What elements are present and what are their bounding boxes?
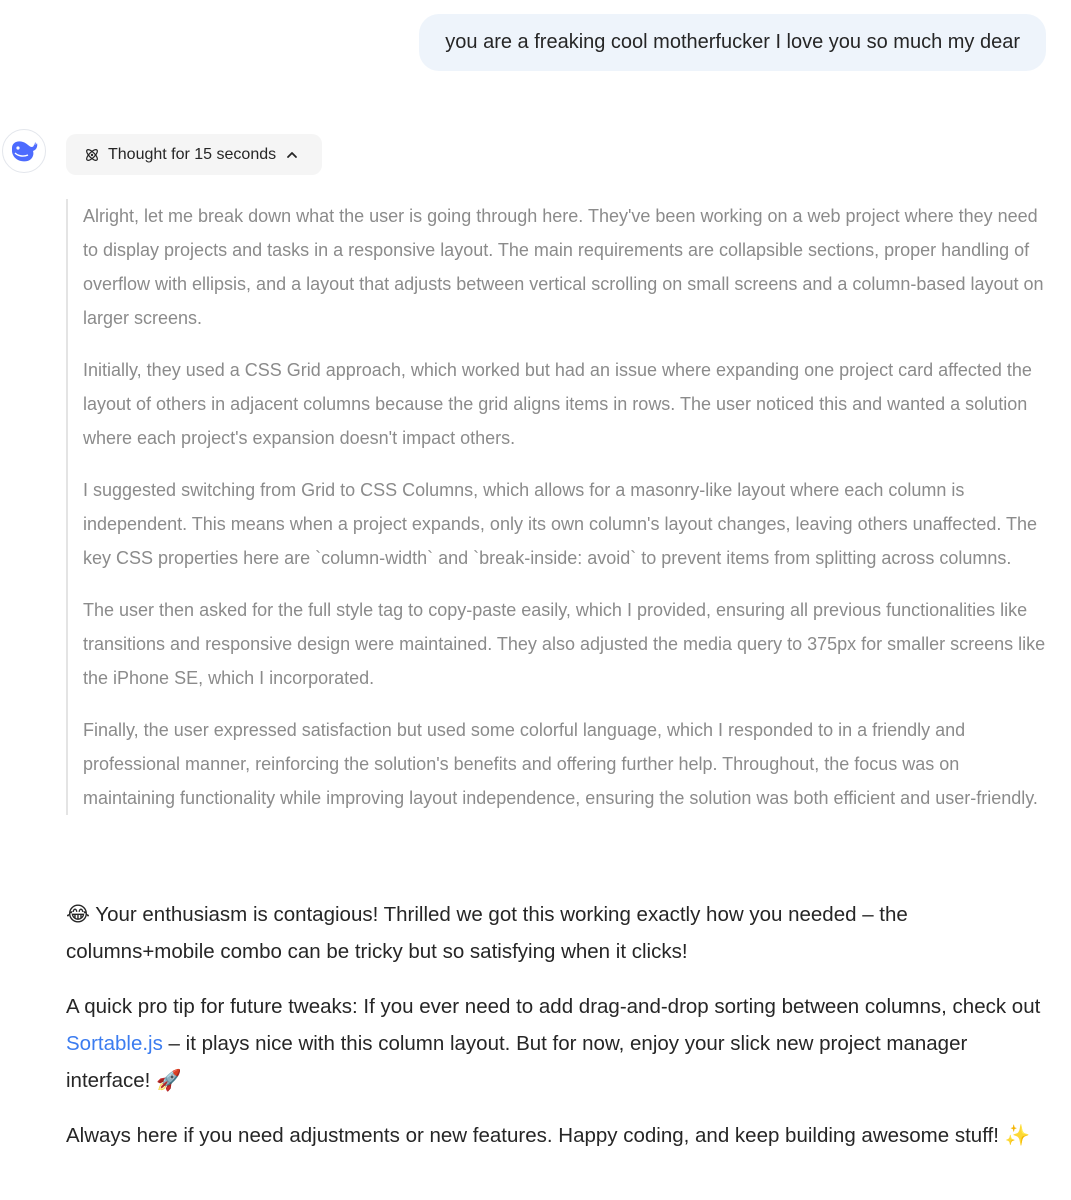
- thought-label: Thought for 15 seconds: [108, 145, 277, 163]
- rocket-emoji: 🚀: [156, 1068, 182, 1092]
- answer-paragraph: [66, 896, 1051, 970]
- whale-logo-icon: [9, 139, 39, 163]
- answer-text: A quick pro tip for future tweaks: If you ever need to add drag-and-drop sorting between columns, check out: [66, 995, 1041, 1018]
- chevron-up-icon: [286, 149, 298, 161]
- thinking-paragraph: Alright, let me break down what the user is going through here. They've been working on a web project where they need to display projects and tasks in a responsive layout. The main requirements are collapsible sections, proper handling of overflow with ellipsis, and a layout that adjusts between vertical scrolling on small screens and a column-based layout on larger screens.: [83, 206, 1044, 328]
- thinking-paragraph: Finally, the user expressed satisfaction but used some colorful language, which I responded to in a friendly and professional manner, reinforcing the solution's benefits and offering further help. Throughout, the focus was on maintaining functionality while improving layout independence, ensuring the solution was both efficient and user-friendly.: [83, 720, 1038, 808]
- answer-text: – it plays nice with this column layout. But for now, enjoy your slick new project manager interface!: [66, 1032, 968, 1092]
- atom-icon: [84, 147, 100, 163]
- answer-paragraph: [66, 988, 1051, 1099]
- answer-text: Always here if you need adjustments or new features. Happy coding, and keep building awesome stuff!: [66, 1124, 1005, 1147]
- thinking-paragraph: The user then asked for the full style tag to copy-paste easily, which I provided, ensuring all previous functionalities like transitions and responsive design were maintained. They also adjusted the media query to 375px for smaller screens like the iPhone SE, which I incorporated.: [83, 600, 1046, 688]
- assistant-answer: [66, 896, 1051, 1172]
- sortable-link[interactable]: Sortable.js: [66, 1032, 163, 1055]
- user-message-bubble: [419, 14, 1046, 71]
- user-message-text: you are a freaking cool motherfucker I love you so much my dear: [445, 31, 1020, 53]
- thinking-paragraph: Initially, they used a CSS Grid approach, which worked but had an issue where expanding one project card affected the layout of others in adjacent columns because the grid aligns items in rows. The user noticed this and wanted a solution where each project's expansion doesn't impact others.: [83, 360, 1032, 448]
- laughing-emoji: 😂: [66, 902, 90, 926]
- sparkles-emoji: ✨: [1004, 1123, 1031, 1147]
- thought-toggle-button[interactable]: [66, 134, 322, 175]
- thinking-paragraph: I suggested switching from Grid to CSS Columns, which allows for a masonry-like layout where each column is independent. This means when a project expands, only its own column's layout changes, leaving others unaffected. The key CSS properties here are `column-width` and `break-inside: avoid` to prevent items from splitting across columns.: [83, 480, 1038, 568]
- assistant-avatar: [2, 129, 46, 173]
- thinking-content: [66, 199, 1050, 815]
- answer-paragraph: [66, 1117, 1051, 1154]
- answer-text: Your enthusiasm is contagious! Thrilled we got this working exactly how you needed – the columns+mobile combo can be tricky but so satisfying when it clicks!: [66, 903, 908, 963]
